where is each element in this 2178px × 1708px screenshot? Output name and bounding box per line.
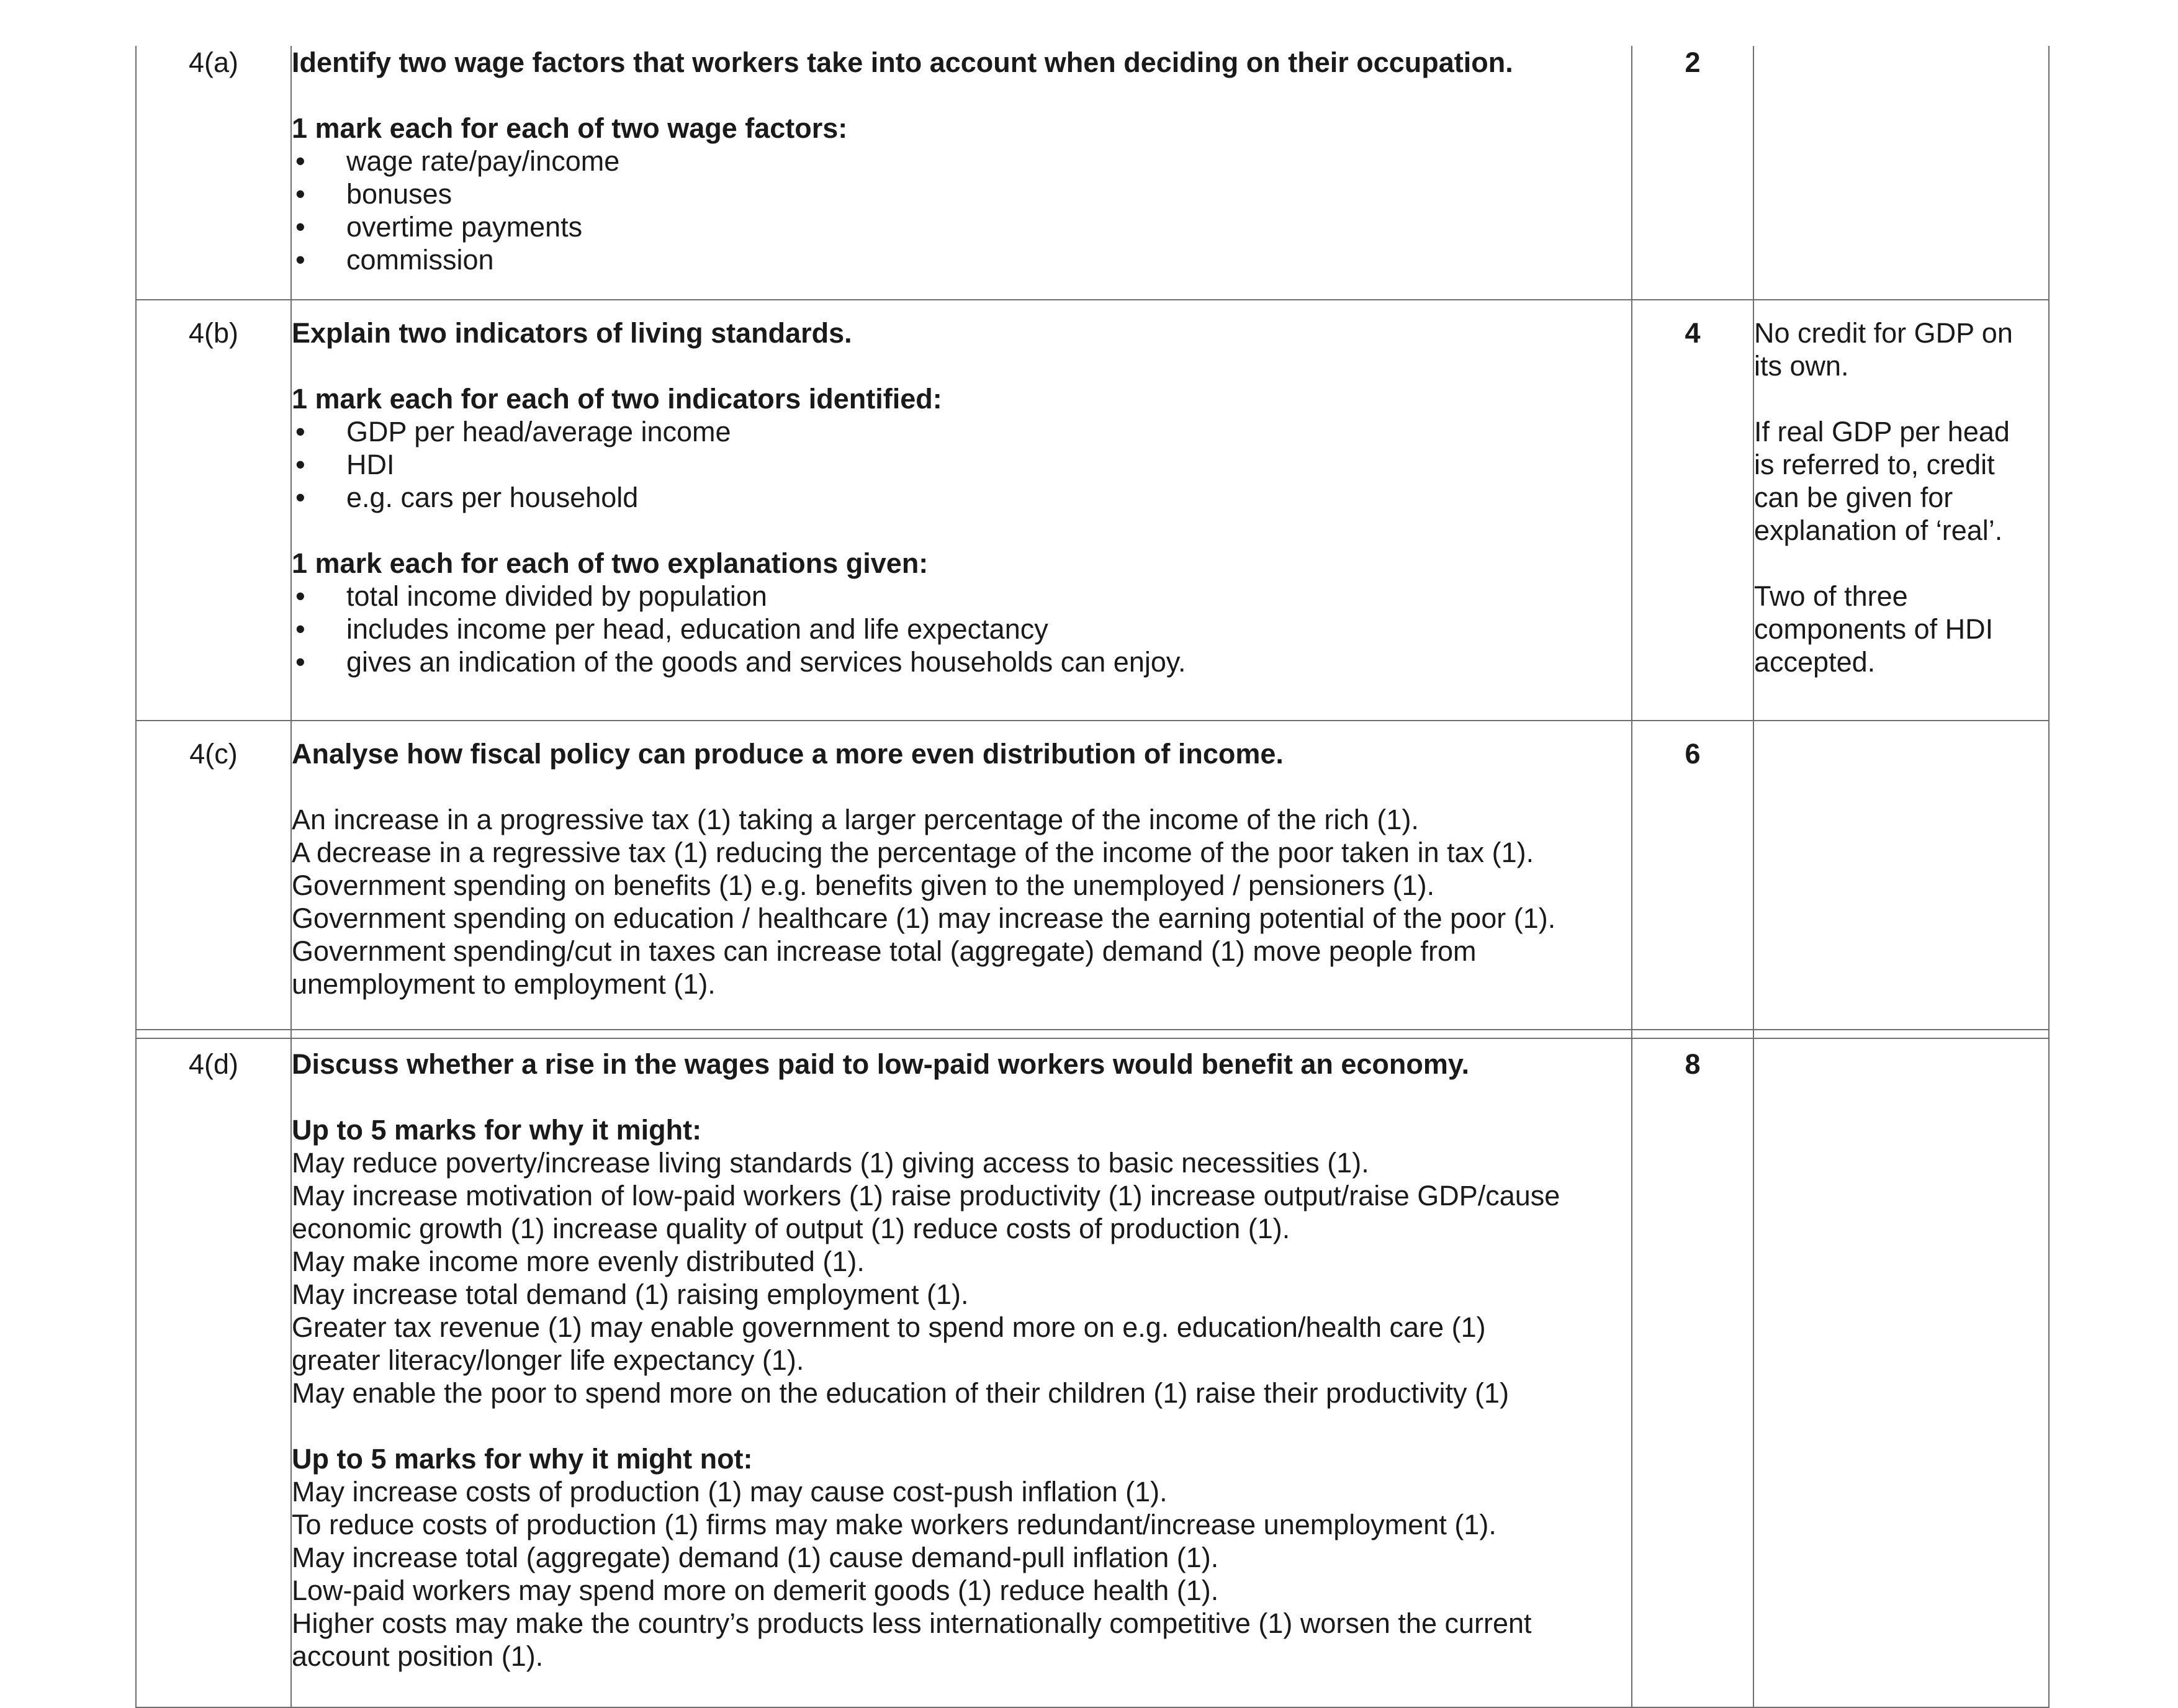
answer-line: An increase in a progressive tax (1) taking a larger percentage of the income of the rich (1). xyxy=(292,804,1419,835)
list-item: • overtime payments xyxy=(292,210,1631,243)
guidance-line: No credit for GDP on xyxy=(1754,317,2013,349)
guidance-cell xyxy=(1753,721,2049,1030)
answer-cell xyxy=(291,300,1632,721)
answer-line: May increase total (aggregate) demand (1) cause demand-pull inflation (1). xyxy=(292,1542,1219,1573)
marks-value: 2 xyxy=(1632,46,1753,300)
guidance-line: Two of three xyxy=(1754,580,1908,612)
answer-line: May reduce poverty/increase living standards (1) giving access to basic necessities (1). xyxy=(292,1147,1369,1179)
list-item: • bonuses xyxy=(292,178,1631,210)
question-number: 4(b) xyxy=(136,300,291,721)
list-item: • commission xyxy=(292,243,1631,276)
list-item: • HDI xyxy=(292,448,1631,481)
guidance-cell xyxy=(1753,1038,2049,1707)
answer-line: Low-paid workers may spend more on demerit goods (1) reduce health (1). xyxy=(292,1575,1219,1606)
row-separator xyxy=(136,1030,2049,1038)
question-row-4b xyxy=(136,300,2049,721)
guidance-line: can be given for xyxy=(1754,482,1953,513)
answer-line: May increase costs of production (1) may cause cost-push inflation (1). xyxy=(292,1476,1168,1508)
answer-cell xyxy=(291,46,1632,300)
answer-line: economic growth (1) increase quality of output (1) reduce costs of production (1). xyxy=(292,1213,1290,1244)
mark-heading: Up to 5 marks for why it might: xyxy=(292,1114,702,1146)
answer-list xyxy=(292,145,1631,276)
question-number: 4(d) xyxy=(136,1038,291,1707)
question-number: 4(a) xyxy=(136,46,291,300)
question-row-4c xyxy=(136,721,2049,1030)
question-text: Analyse how fiscal policy can produce a more even distribution of income. xyxy=(292,738,1284,770)
guidance-line: its own. xyxy=(1754,350,1849,382)
answer-line: To reduce costs of production (1) firms may make workers redundant/increase unemployment (1). xyxy=(292,1509,1496,1540)
answer-line: May make income more evenly distributed (1). xyxy=(292,1246,865,1277)
guidance-cell xyxy=(1753,46,2049,300)
answer-line: May increase total demand (1) raising employment (1). xyxy=(292,1279,969,1310)
guidance-cell xyxy=(1753,300,2049,721)
guidance-line: If real GDP per head xyxy=(1754,416,2010,447)
answer-line: Greater tax revenue (1) may enable government to spend more on e.g. education/health care (1) xyxy=(292,1311,1486,1343)
guidance-line: explanation of ‘real’. xyxy=(1754,515,2003,546)
mark-heading: 1 mark each for each of two explanations given: xyxy=(292,547,929,579)
answer-list xyxy=(292,580,1631,678)
answer-line: Government spending/cut in taxes can increase total (aggregate) demand (1) move people from xyxy=(292,935,1477,967)
answer-line: Government spending on benefits (1) e.g. benefits given to the unemployed / pensioners (1). xyxy=(292,870,1435,901)
list-item: • e.g. cars per household xyxy=(292,481,1631,514)
question-row-4a xyxy=(136,46,2049,300)
guidance-line: accepted. xyxy=(1754,646,1876,678)
mark-heading: Up to 5 marks for why it might not: xyxy=(292,1443,753,1475)
answer-line: greater literacy/longer life expectancy (1). xyxy=(292,1344,804,1376)
mark-heading: 1 mark each for each of two wage factors: xyxy=(292,112,848,144)
list-item: • gives an indication of the goods and services households can enjoy. xyxy=(292,645,1631,678)
answer-list xyxy=(292,415,1631,514)
marks-value: 8 xyxy=(1632,1038,1753,1707)
answer-line: Higher costs may make the country’s products less internationally competitive (1) worsen the current xyxy=(292,1607,1532,1639)
question-text: Identify two wage factors that workers take into account when deciding on their occupation. xyxy=(292,47,1513,78)
marks-value: 6 xyxy=(1632,721,1753,1030)
answer-line: account position (1). xyxy=(292,1640,544,1672)
question-row-4d xyxy=(136,1038,2049,1707)
answer-cell xyxy=(291,1038,1632,1707)
question-text: Explain two indicators of living standards. xyxy=(292,317,852,349)
marks-value: 4 xyxy=(1632,300,1753,721)
list-item: • GDP per head/average income xyxy=(292,415,1631,448)
question-number: 4(c) xyxy=(136,721,291,1030)
answer-line: May increase motivation of low-paid workers (1) raise productivity (1) increase output/raise GDP/cause xyxy=(292,1180,1560,1211)
list-item: • includes income per head, education and life expectancy xyxy=(292,613,1631,645)
guidance-line: components of HDI xyxy=(1754,613,1994,645)
question-text: Discuss whether a rise in the wages paid to low-paid workers would benefit an economy. xyxy=(292,1048,1470,1080)
answer-line: A decrease in a regressive tax (1) reducing the percentage of the income of the poor taken in tax (1). xyxy=(292,837,1534,868)
mark-heading: 1 mark each for each of two indicators identified: xyxy=(292,383,942,415)
guidance-line: is referred to, credit xyxy=(1754,449,1995,480)
answer-line: Government spending on education / healthcare (1) may increase the earning potential of the poor (1). xyxy=(292,902,1556,934)
mark-scheme-table xyxy=(135,46,2050,1708)
answer-line: unemployment to employment (1). xyxy=(292,968,716,1000)
answer-cell xyxy=(291,721,1632,1030)
answer-line: May enable the poor to spend more on the education of their children (1) raise their productivity (1) xyxy=(292,1377,1510,1409)
list-item: • total income divided by population xyxy=(292,580,1631,613)
list-item: • wage rate/pay/income xyxy=(292,145,1631,178)
